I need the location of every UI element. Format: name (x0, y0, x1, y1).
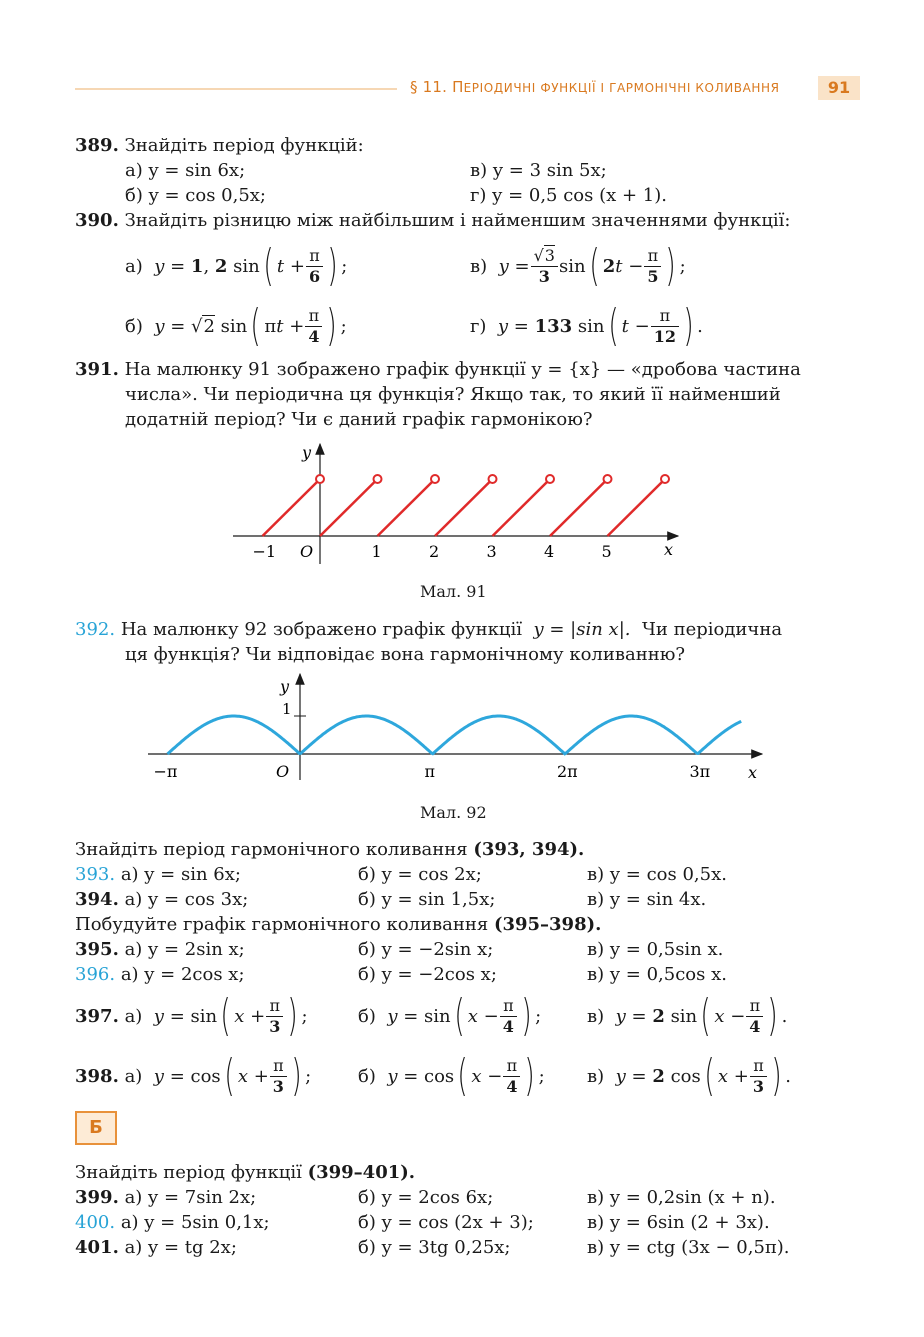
problem-389-v: в) y = 3 sin 5x; (470, 160, 607, 181)
formula-390-v: в) y = $\frac{√3}{3}$ sin ( 2 t − $\frac{\pi}{5}$ ) ; (470, 240, 686, 291)
saw-segment (493, 482, 548, 536)
tick-label: 2 (429, 542, 440, 561)
saw-segment (608, 482, 663, 536)
item-a: а) y = tg 2x; (124, 1237, 237, 1258)
formula-397-b: б) y = sin ( x − $\frac{\pi}{4}$ ) ; (358, 990, 542, 1041)
intro-399-401 (75, 1161, 415, 1185)
problem-text-line3: додатній період? Чи є даний графік гармонікою? (125, 409, 593, 430)
saw-segment (550, 482, 605, 536)
problem-text-part2: Чи періодична (641, 619, 783, 640)
tick-label: 2π (557, 762, 578, 781)
section-b-badge: Б (75, 1111, 117, 1145)
item-a: а) y = 5sin 0,1x; (120, 1212, 270, 1233)
problem-number: 397. (75, 1005, 119, 1027)
problem-400 (75, 1211, 270, 1235)
figure-91 (228, 440, 688, 570)
x-axis-label: x (664, 540, 674, 559)
problem-number: 401. (75, 1237, 119, 1258)
item-label: б) (358, 1005, 376, 1027)
y-tick-label-1: 1 (282, 700, 292, 718)
open-point (489, 475, 497, 483)
section-title-first: П (452, 78, 464, 96)
formula-390-g: г) y = 133 sin ( t − $\frac{\pi}{12}$ ) . (470, 300, 703, 351)
saw-segment (378, 482, 433, 536)
formula-398-v: в) y = 2 cos ( x + $\frac{\pi}{3}$ ) . (587, 1050, 791, 1101)
problem-394-v: в) y = sin 4x. (587, 889, 707, 910)
item-label: а) (124, 1065, 143, 1087)
x-axis-label: x (748, 763, 758, 782)
intro-393-394 (75, 838, 584, 862)
formula-397-v: в) y = 2 sin ( x − $\frac{\pi}{4}$ ) . (587, 990, 788, 1041)
open-point (374, 475, 382, 483)
problem-389 (75, 134, 364, 158)
problem-text: Знайдіть різницю між найбільшим і найменшим значеннями функції: (124, 210, 791, 231)
item-a: а) y = 7sin 2x; (124, 1187, 257, 1208)
problem-number: 390. (75, 210, 119, 231)
problem-400-b: б) y = cos (2x + 3); (358, 1212, 534, 1233)
item-label: в) (587, 1065, 605, 1087)
section-title-rest: ЕРІОДИЧНІ ФУНКЦІЇ І ГАРМОНІЧНІ КОЛИВАННЯ (463, 81, 780, 95)
tick-label: 3π (689, 762, 711, 781)
saw-segment (320, 482, 375, 536)
problem-395-b: б) y = −2sin x; (358, 939, 494, 960)
problem-400-v: в) y = 6sin (2 + 3x). (587, 1212, 770, 1233)
problem-399 (75, 1186, 256, 1210)
figure-92-caption: Мал. 92 (420, 803, 487, 822)
intro-text: Побудуйте графік гармонічного коливання (75, 914, 489, 935)
problem-391 (75, 358, 801, 382)
problem-395 (75, 938, 245, 962)
problem-text: Знайдіть період функцій: (124, 135, 364, 156)
open-point (316, 475, 324, 483)
formula-390-a: а) y = 1 , 2 sin ( t + $\frac{\pi}{6}$ ) ; (125, 240, 348, 291)
formula-397-a: 397. а) y = sin ( x + $\frac{\pi}{3}$ ) ; (75, 990, 308, 1041)
header-rule (75, 88, 397, 90)
problem-number: 396. (75, 964, 116, 985)
item-label: в) (587, 1005, 605, 1027)
formula-398-b: б) y = cos ( x − $\frac{\pi}{4}$ ) ; (358, 1050, 545, 1101)
problem-401-v: в) y = ctg (3x − 0,5π). (587, 1237, 790, 1258)
item-label: в) (470, 255, 488, 277)
problem-number: 398. (75, 1065, 119, 1087)
problem-number: 400. (75, 1212, 116, 1233)
problem-389-b: б) y = cos 0,5x; (125, 185, 266, 206)
problem-number: 391. (75, 359, 119, 380)
problem-399-b: б) y = 2cos 6x; (358, 1187, 494, 1208)
open-point (661, 475, 669, 483)
problem-number: 399. (75, 1187, 119, 1208)
problem-394-b: б) y = sin 1,5x; (358, 889, 496, 910)
intro-text: Знайдіть період гармонічного коливання (75, 839, 468, 860)
problem-393-b: б) y = cos 2x; (358, 864, 482, 885)
item-label: г) (470, 315, 487, 337)
problem-number: 394. (75, 889, 119, 910)
intro-395-398 (75, 913, 601, 937)
item-label: б) (125, 315, 143, 337)
intro-ref: (395–398). (493, 914, 602, 935)
problem-393 (75, 863, 241, 887)
intro-ref: (393, 394). (473, 839, 585, 860)
page-number: 91 (818, 76, 860, 100)
tick-label: 5 (601, 542, 612, 561)
tick-label: O (300, 542, 314, 561)
tick-labels (253, 542, 612, 561)
item-a: а) y = cos 3x; (124, 889, 249, 910)
formula-abs-sin: y = |sin x|. (533, 619, 631, 640)
problem-396-v: в) y = 0,5cos x. (587, 964, 727, 985)
problem-text-part1: На малюнку 92 зображено графік функції (120, 619, 523, 640)
problem-text-line2: числа». Чи періодична ця функція? Якщо так, то який її найменший (125, 384, 781, 405)
problem-396 (75, 963, 245, 987)
figure-92 (140, 670, 780, 790)
problem-392 (75, 618, 782, 642)
item-a: а) y = 2cos x; (120, 964, 245, 985)
problem-396-b: б) y = −2cos x; (358, 964, 497, 985)
formula-390-b: б) y = √ 2 sin ( π t + $\frac{\pi}{4}$ ) ; (125, 300, 347, 351)
tick-label: −π (153, 762, 178, 781)
tick-label: 1 (371, 542, 382, 561)
tick-label: 3 (486, 542, 497, 561)
open-point (431, 475, 439, 483)
problem-number: 389. (75, 135, 119, 156)
open-point (546, 475, 554, 483)
problem-401-b: б) y = 3tg 0,25x; (358, 1237, 511, 1258)
saw-segment (263, 482, 318, 536)
formula-398-a: 398. а) y = cos ( x + $\frac{\pi}{3}$ ) ; (75, 1050, 312, 1101)
problem-399-v: в) y = 0,2sin (x + n). (587, 1187, 776, 1208)
item-label: а) (124, 1005, 143, 1027)
problem-number: 393. (75, 864, 116, 885)
problem-390 (75, 209, 791, 233)
problem-text-line1: На малюнку 91 зображено графік функції y = {x} — «дробова частина (124, 359, 801, 380)
y-axis-label: y (302, 443, 312, 462)
problem-number: 392. (75, 619, 116, 640)
item-label: а) (125, 255, 143, 277)
running-header (410, 78, 780, 96)
saw-segment (435, 482, 490, 536)
figure-91-caption: Мал. 91 (420, 582, 487, 601)
problem-text-line2: ця функція? Чи відповідає вона гармонічному коливанню? (125, 644, 686, 665)
intro-ref: (399–401). (307, 1162, 416, 1183)
problem-389-a: а) y = sin 6x; (125, 160, 246, 181)
open-point (604, 475, 612, 483)
problem-401 (75, 1236, 237, 1260)
problem-393-v: в) y = cos 0,5x. (587, 864, 727, 885)
problem-389-g: г) y = 0,5 cos (x + 1). (470, 185, 667, 206)
problem-394 (75, 888, 248, 912)
tick-label: π (424, 762, 436, 781)
tick-labels (154, 762, 711, 781)
intro-text: Знайдіть період функції (75, 1162, 302, 1183)
item-a: а) y = sin 6x; (120, 864, 241, 885)
problem-395-v: в) y = 0,5sin x. (587, 939, 724, 960)
tick-label: O (276, 762, 290, 781)
abs-sin-graph (168, 716, 742, 754)
section-number: § 11. (410, 78, 448, 96)
y-axis-label: y (280, 677, 290, 696)
tick-label: −1 (252, 542, 277, 561)
tick-label: 4 (544, 542, 555, 561)
item-a: а) y = 2sin x; (124, 939, 245, 960)
item-label: б) (358, 1065, 376, 1087)
problem-number: 395. (75, 939, 119, 960)
sawtooth-graph (263, 475, 670, 536)
